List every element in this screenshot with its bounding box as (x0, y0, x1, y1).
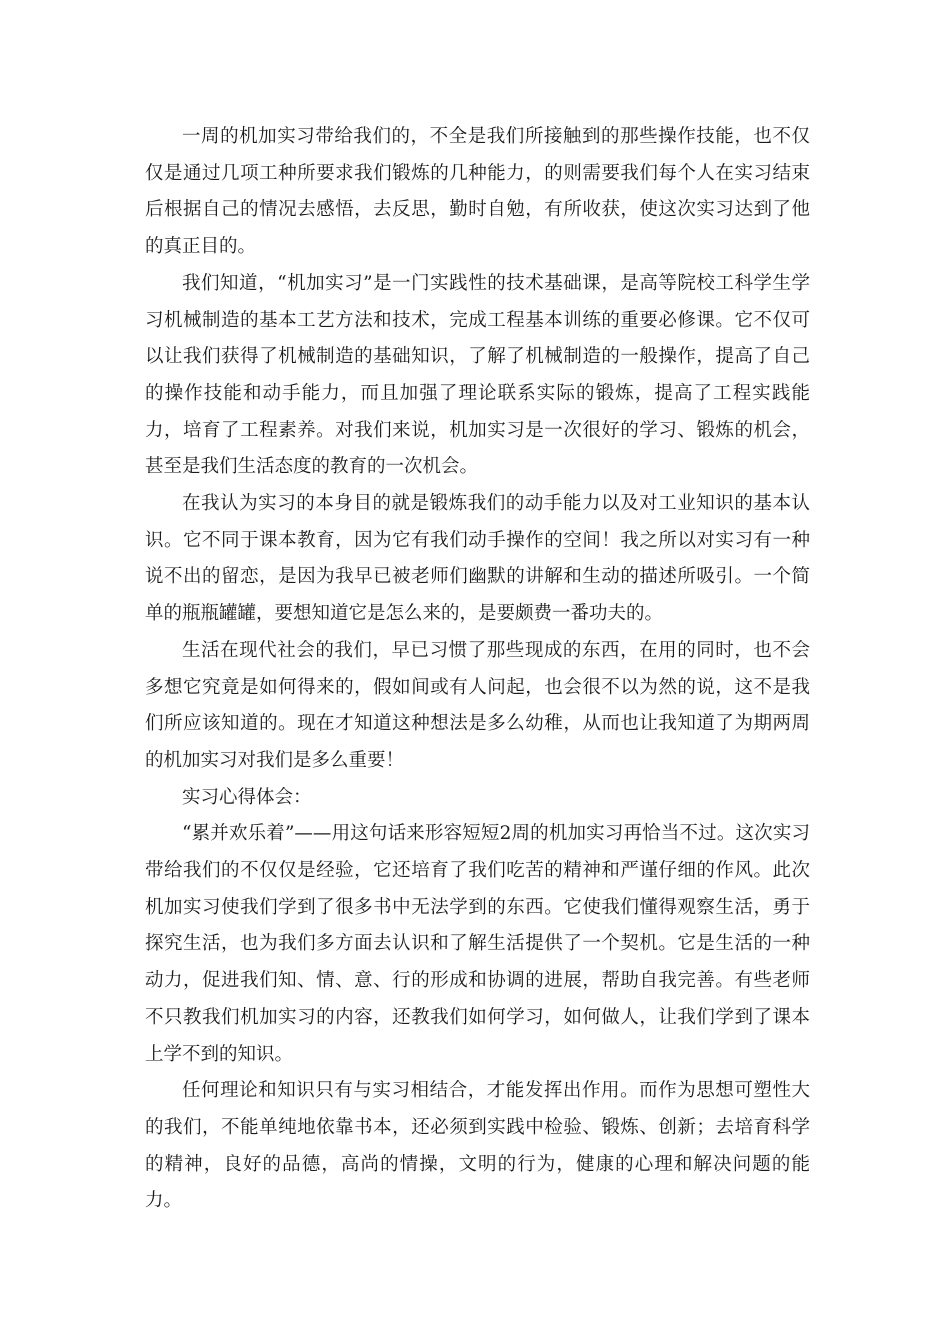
paragraph: 一周的机加实习带给我们的，不全是我们所接触到的那些操作技能，也不仅仅是通过几项工种所要求我们锻炼的几种能力，的则需要我们每个人在实习结束后根据自己的情况去感悟，去反思，勤时自勉，有所收获，使这次实习达到了他的真正目的。 (145, 126, 810, 258)
paragraph: 任何理论和知识只有与实习相结合，才能发挥出作用。而作为思想可塑性大的我们，不能单纯地依靠书本，还必须到实践中检验、锻炼、创新；去培育科学的精神，良好的品德，高尚的情操，文明的行为，健康的心理和解决问题的能力。 (145, 1080, 810, 1212)
paragraph: 我们知道，“机加实习”是一门实践性的技术基础课，是高等院校工科学生学习机械制造的基本工艺方法和技术，完成工程基本训练的重要必修课。它不仅可以让我们获得了机械制造的基础知识，了解了机械制造的一般操作，提高了自己的操作技能和动手能力，而且加强了理论联系实际的锻炼，提高了工程实践能力，培育了工程素养。对我们来说，机加实习是一次很好的学习、锻炼的机会，甚至是我们生活态度的教育的一次机会。 (145, 272, 810, 478)
paragraph: “累并欢乐着”——用这句话来形容短短2周的机加实习再恰当不过。这次实习带给我们的不仅仅是经验，它还培育了我们吃苦的精神和严谨仔细的作风。此次机加实习使我们学到了很多书中无法学到的东西。它使我们懂得观察生活，勇于探究生活，也为我们多方面去认识和了解生活提供了一个契机。它是生活的一种动力，促进我们知、情、意、行的形成和协调的进展，帮助自我完善。有些老师不只教我们机加实习的内容，还教我们如何学习，如何做人，让我们学到了课本上学不到的知识。 (145, 823, 810, 1065)
paragraph: 生活在现代社会的我们，早已习惯了那些现成的东西，在用的同时，也不会多想它究竟是如何得来的，假如间或有人问起，也会很不以为然的说，这不是我们所应该知道的。现在才知道这种想法是多么幼稚，从而也让我知道了为期两周的机加实习对我们是多么重要！ (145, 639, 810, 771)
section-heading: 实习心得体会： (182, 786, 312, 808)
paragraph: 在我认为实习的本身目的就是锻炼我们的动手能力以及对工业知识的基本认识。它不同于课本教育，因为它有我们动手操作的空间！我之所以对实习有一种说不出的留恋，是因为我早已被老师们幽默的讲解和生动的描述所吸引。一个简单的瓶瓶罐罐，要想知道它是怎么来的，是要颇费一番功夫的。 (145, 493, 810, 625)
document-body (145, 119, 810, 1220)
